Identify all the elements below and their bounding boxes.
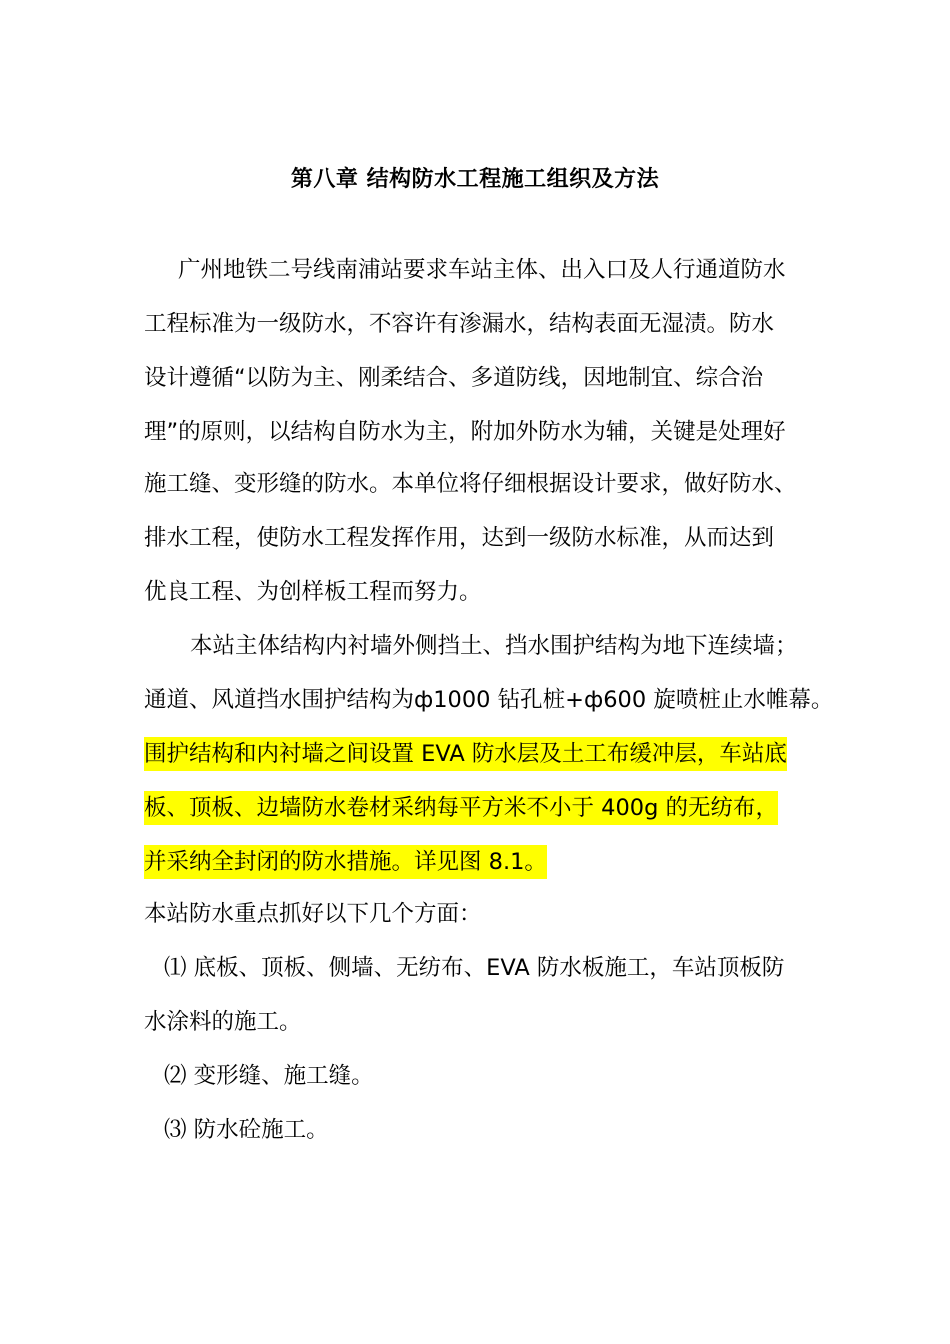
paragraph-line: 设计遵循“以防为主、刚柔结合、多道防线，因地制宜、综合治 [144, 365, 764, 391]
list-intro: 本站防水重点抓好以下几个方面： [144, 901, 482, 927]
paragraph-line: 广州地铁二号线南浦站要求车站主体、出入口及人行通道防水 [178, 257, 786, 283]
list-marker: ⑴ [164, 955, 187, 981]
paragraph-line: 本站主体结构内衬墙外侧挡土、挡水围护结构为地下连续墙； [190, 633, 798, 659]
list-item-continuation: 水涂料的施工。 [144, 1009, 302, 1035]
list-item-text: 底板、顶板、侧墙、无纺布、EVA 防水板施工，车站顶板防 [193, 955, 785, 981]
paragraph-line: 优良工程、为创样板工程而努力。 [144, 579, 482, 605]
highlight-mark: 围护结构和内衬墙之间设置 EVA 防水层及土工布缓冲层，车站底 [144, 737, 787, 771]
highlighted-line [144, 738, 787, 770]
list-marker: ⑵ [164, 1063, 187, 1089]
list-item [164, 952, 784, 984]
highlighted-line [144, 792, 778, 824]
chapter-title: 第八章 结构防水工程施工组织及方法 [290, 167, 660, 192]
list-item [164, 1060, 374, 1092]
paragraph-line: 工程标准为一级防水，不容许有渗漏水，结构表面无湿渍。防水 [144, 311, 775, 337]
paragraph-line: 理”的原则，以结构自防水为主，附加外防水为辅，关键是处理好 [144, 419, 786, 445]
list-item-text: 变形缝、施工缝。 [193, 1063, 374, 1089]
highlighted-line [144, 846, 547, 878]
list-item [164, 1114, 329, 1146]
paragraph-line: 施工缝、变形缝的防水。本单位将仔细根据设计要求，做好防水、 [144, 471, 797, 497]
list-marker: ⑶ [164, 1117, 187, 1143]
paragraph-line: 通道、风道挡水围护结构为ф1000 钻孔桩+ф600 旋喷桩止水帷幕。 [144, 687, 834, 713]
list-item-text: 防水砼施工。 [193, 1117, 329, 1143]
highlight-mark: 板、顶板、边墙防水卷材采纳每平方米不小于 400g 的无纺布， [144, 791, 778, 825]
highlight-mark: 并采纳全封闭的防水措施。详见图 8.1。 [144, 845, 547, 879]
paragraph-line: 排水工程，使防水工程发挥作用，达到一级防水标准，从而达到 [144, 525, 775, 551]
